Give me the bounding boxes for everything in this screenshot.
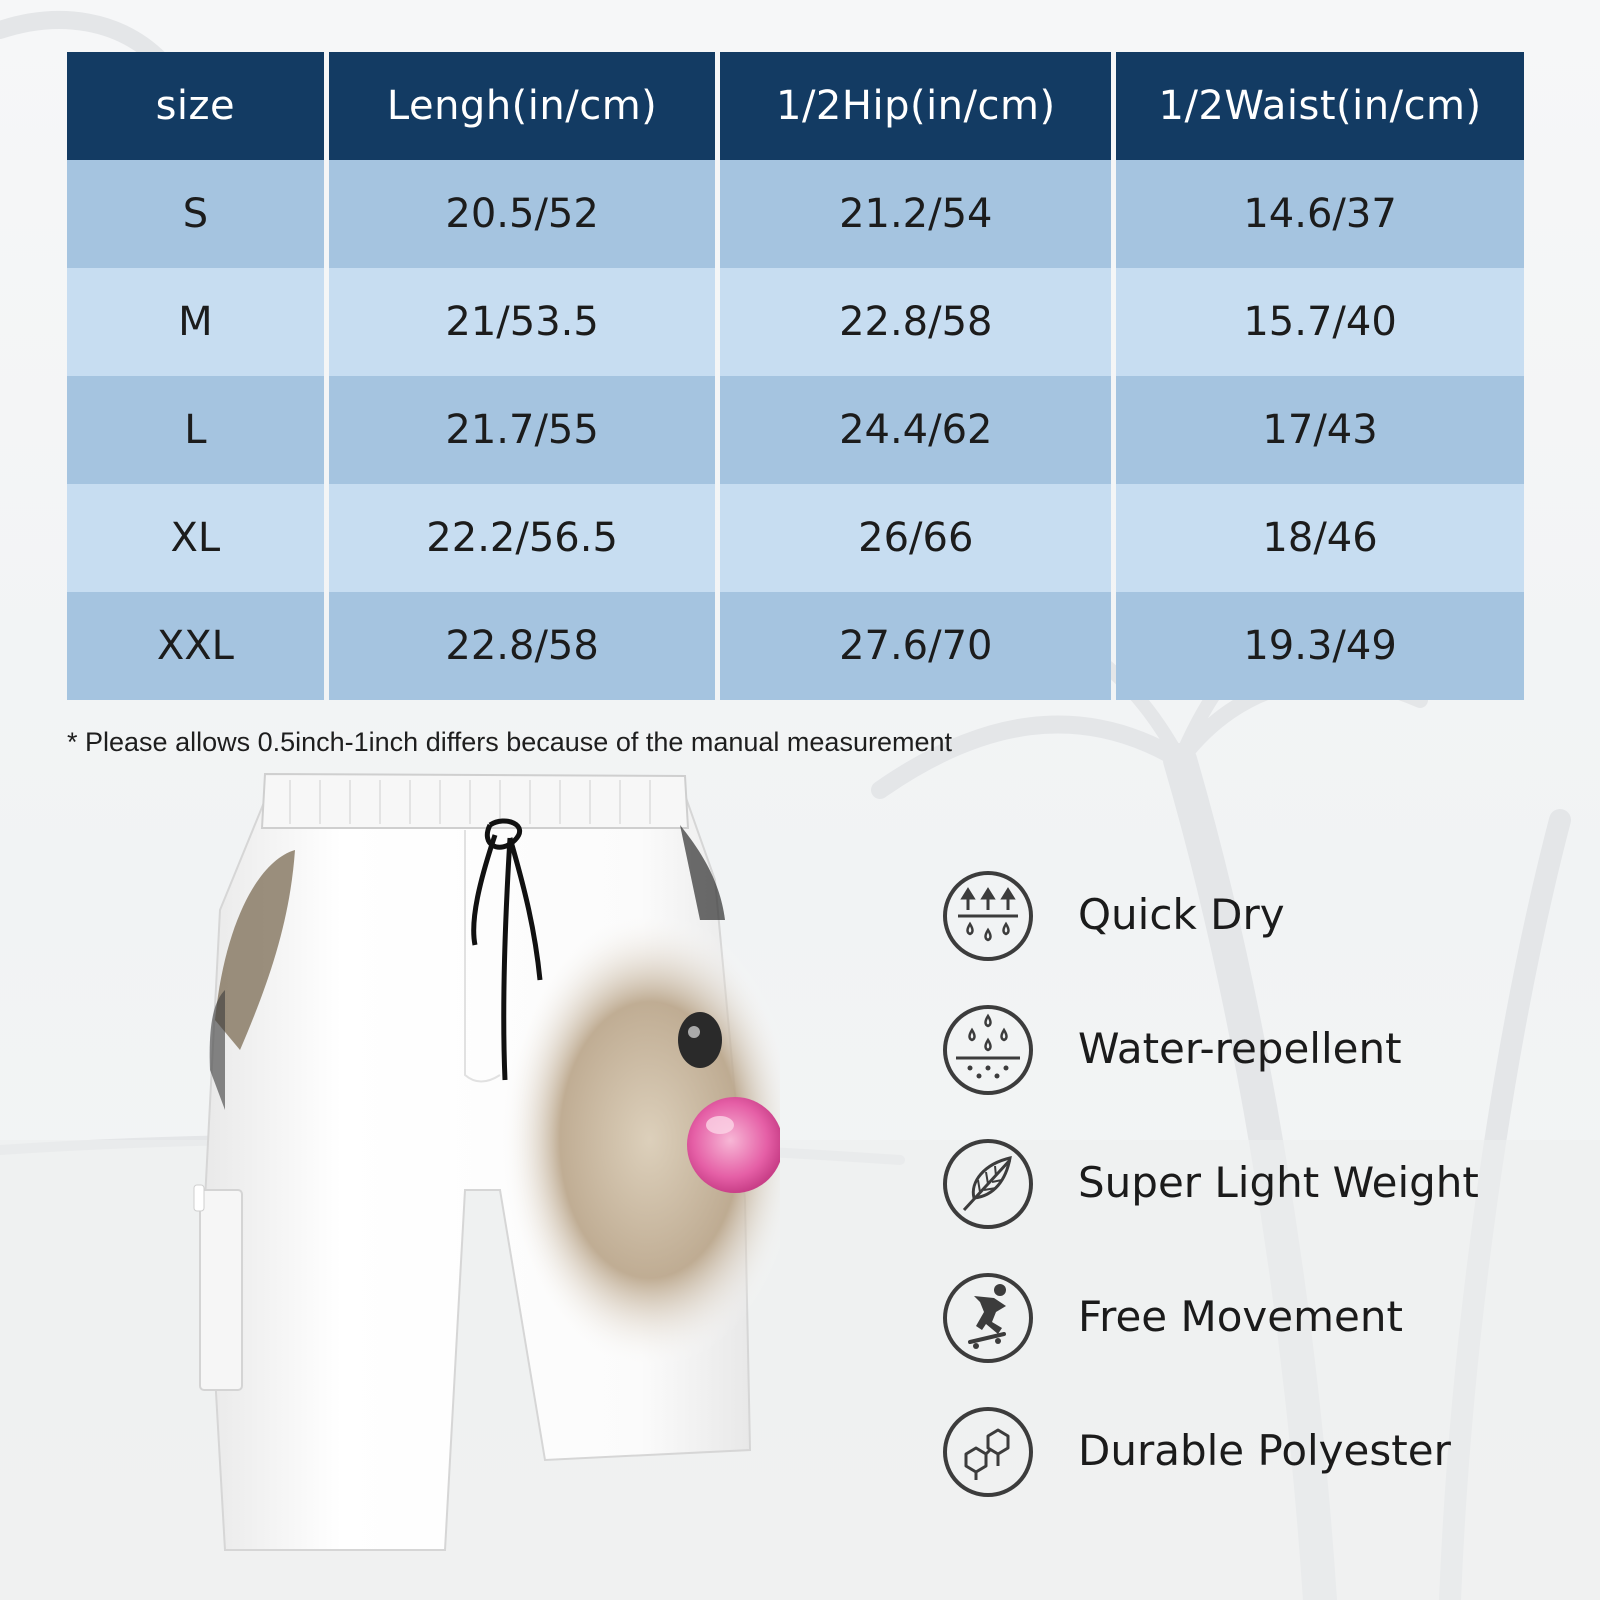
cell-half-waist: 14.6/37 (1116, 160, 1524, 268)
feature-free-movement (940, 1270, 1560, 1404)
cell-length: 21/53.5 (329, 268, 716, 376)
cell-size: S (67, 160, 324, 268)
table-row (67, 160, 1524, 268)
table-row (67, 484, 1524, 592)
cell-length: 22.8/58 (329, 592, 716, 700)
water-repellent-icon (940, 1002, 1036, 1098)
cell-half-waist: 18/46 (1116, 484, 1524, 592)
cell-size: XXL (67, 592, 324, 700)
feature-light-weight (940, 1136, 1560, 1270)
feature-water-repellent (940, 1002, 1560, 1136)
shorts-product-image (180, 770, 780, 1580)
quick-dry-icon (940, 868, 1036, 964)
cell-size: L (67, 376, 324, 484)
table-row (67, 592, 1524, 700)
measurement-note: * Please allows 0.5inch-1inch differs because of the manual measurement (67, 727, 953, 757)
feature-durable-polyester (940, 1404, 1560, 1538)
header-half-waist: 1/2Waist(in/cm) (1116, 52, 1524, 160)
header-half-hip: 1/2Hip(in/cm) (720, 52, 1111, 160)
cell-half-hip: 22.8/58 (720, 268, 1111, 376)
table-row (67, 376, 1524, 484)
cell-length: 22.2/56.5 (329, 484, 716, 592)
feature-label: Durable Polyester (1078, 1426, 1451, 1475)
cell-half-waist: 15.7/40 (1116, 268, 1524, 376)
header-length: Lengh(in/cm) (329, 52, 716, 160)
feather-icon (940, 1136, 1036, 1232)
skateboarder-icon (940, 1270, 1036, 1366)
feature-label: Free Movement (1078, 1292, 1403, 1341)
molecule-icon (940, 1404, 1036, 1500)
feature-label: Water-repellent (1078, 1024, 1402, 1073)
size-chart-table (62, 52, 1529, 700)
table-row (67, 268, 1524, 376)
header-size: size (67, 52, 324, 160)
cell-half-hip: 21.2/54 (720, 160, 1111, 268)
cell-length: 20.5/52 (329, 160, 716, 268)
feature-label: Super Light Weight (1078, 1158, 1479, 1207)
feature-quick-dry (940, 868, 1560, 1002)
size-chart-header-row (67, 52, 1524, 160)
cell-half-hip: 24.4/62 (720, 376, 1111, 484)
cell-length: 21.7/55 (329, 376, 716, 484)
cell-half-hip: 27.6/70 (720, 592, 1111, 700)
features-list (940, 868, 1560, 1538)
cell-size: XL (67, 484, 324, 592)
cell-half-waist: 17/43 (1116, 376, 1524, 484)
cell-half-waist: 19.3/49 (1116, 592, 1524, 700)
cell-size: M (67, 268, 324, 376)
feature-label: Quick Dry (1078, 890, 1285, 939)
cell-half-hip: 26/66 (720, 484, 1111, 592)
